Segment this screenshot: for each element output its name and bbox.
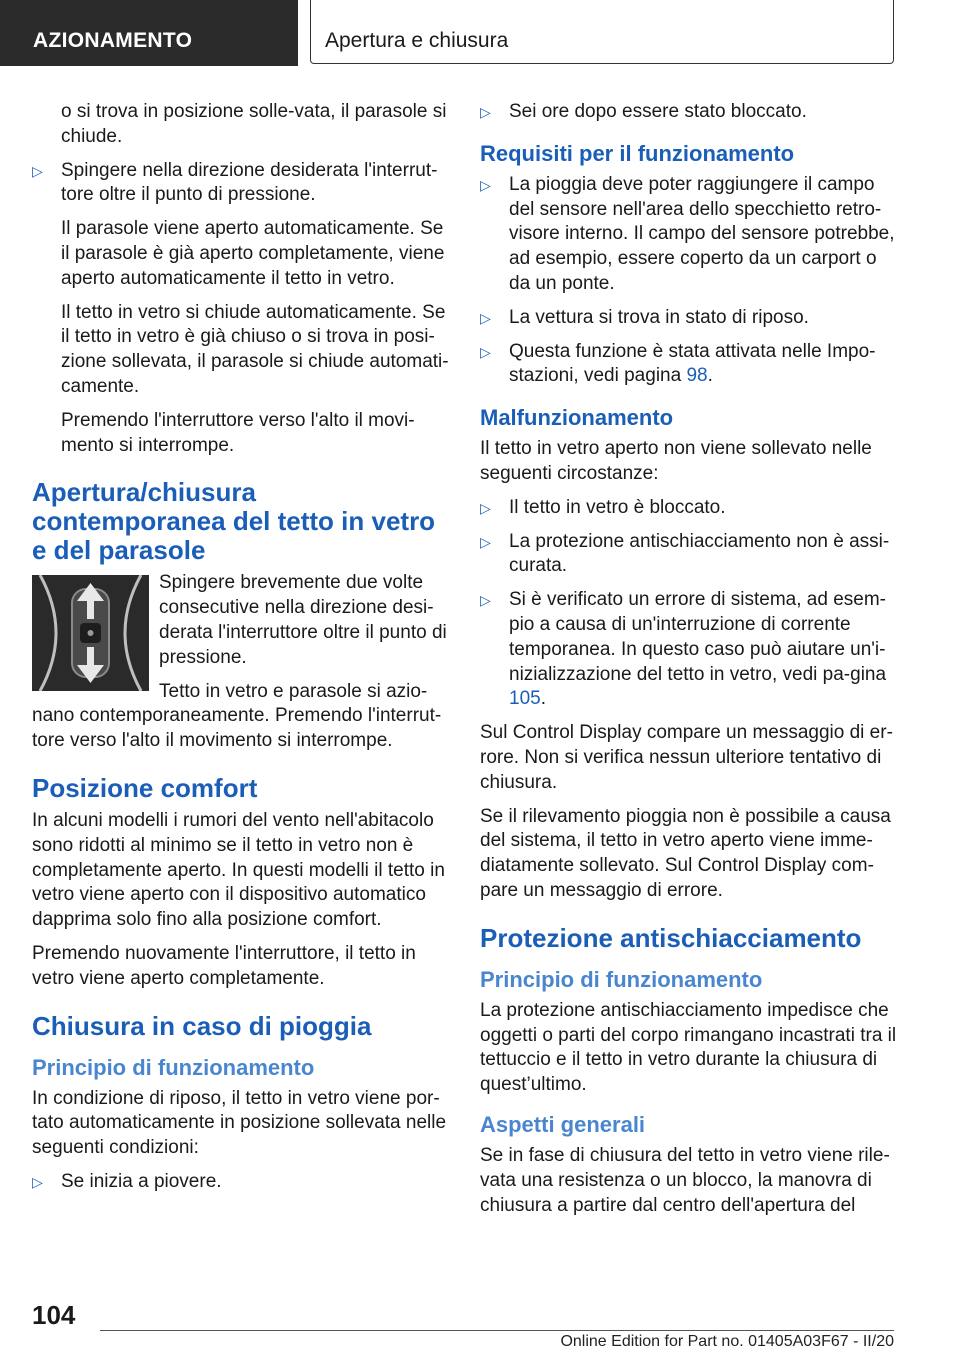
bullet-item: ▷ La vettura si trova in stato di riposo. (480, 306, 897, 331)
bullet-item: ▷ La pioggia deve poter raggiungere il campo del sensore nell'area dello specchietto retro-visore interno. Il campo del sensore potrebbe, ad esempio, essere coperto da un carport o da un ponte. (480, 173, 895, 294)
bullet-item: ▷ Spingere nella direzione desiderata l'interrut-tore oltre il punto di pressione. (32, 159, 438, 206)
paragraph: Tetto in vetro e parasole si azio-nano contemporaneamente. Premendo l'interrut-tore verso l'alto il movimento si interrompe. (32, 680, 442, 752)
bullet-item: ▷ La protezione antischiacciamento non è assi-curata. (480, 530, 890, 577)
paragraph: Il parasole viene aperto automaticamente. Se il parasole è già aperto completamente, viene aperto automaticamente il tetto in vetro. (61, 218, 445, 289)
heading-requirements: Requisiti per il funzionamento (480, 140, 795, 166)
bullet-arrow-icon: ▷ (480, 533, 491, 550)
paragraph: In alcuni modelli i rumori del vento nell'abitacolo sono ridotti al minimo se il tetto in vetro non è completamente aperto. In questi modelli il tetto in vetro viene aperto con il dispositivo automatico dapprima solo fino alla posizione comfort. (32, 809, 445, 931)
bullet-arrow-icon: ▷ (480, 592, 491, 609)
bullet-item: ▷ Il tetto in vetro è bloccato. (480, 496, 897, 521)
right-column (480, 100, 897, 1227)
subheading-principle: Principio di funzionamento (480, 966, 763, 992)
page-link-105[interactable]: 105 (509, 688, 541, 710)
paragraph: Sul Control Display compare un messaggio di er-rore. Non si verifica nessun ulteriore tentativo di chiusura. (480, 722, 893, 793)
paragraph: Spingere brevemente due volte consecutive nella direzione desi-derata l'interruttore oltre il punto di pressione. (159, 572, 447, 668)
left-column (32, 100, 449, 1204)
bullet-arrow-icon: ▷ (480, 104, 491, 120)
bullet-item: ▷ Sei ore dopo essere stato bloccato. (480, 100, 897, 125)
section-title: AZIONAMENTO (33, 29, 193, 52)
page-number: 104 (32, 1300, 76, 1330)
heading-simultaneous: Apertura/chiusura contemporanea del tetto in vetro e del parasole (32, 477, 436, 566)
bullet-arrow-icon: ▷ (32, 1173, 43, 1190)
paragraph: La protezione antischiacciamento impedisce che oggetti o parti del corpo rimangano incastrati tra il tettuccio e il tetto in vetro durante la chiusura di quest’ultimo. (480, 999, 897, 1096)
heading-rain: Chiusura in caso di pioggia (32, 1010, 372, 1041)
bullet-item: ▷ Si è verificato un errore di sistema, ad esem-pio a causa di un'interruzione di corrente temporanea. In questo caso può aiutare un'i-nizializzazione del tetto in vetro, vedi pa-gina 105. (480, 589, 887, 710)
paragraph: Premendo nuovamente l'interruttore, il tetto in vetro viene aperto completamente. (32, 942, 416, 989)
paragraph: Se il rilevamento pioggia non è possibile a causa del sistema, il tetto in vetro aperto viene imme-diatamente sollevato. Sul Control Display com-pare un messaggio di errore. (480, 805, 891, 901)
heading-malfunction: Malfunzionamento (480, 405, 674, 431)
subheading-principle: Principio di funzionamento (32, 1054, 315, 1080)
bullet-arrow-icon: ▷ (480, 499, 491, 516)
bullet-arrow-icon: ▷ (32, 162, 43, 179)
continued-text: o si trova in posizione solle-vata, il parasole si chiude. (61, 101, 447, 147)
switch-image (32, 575, 149, 691)
paragraph: In condizione di riposo, il tetto in vetro viene por-tato automaticamente in posizione sollevata nelle seguenti condizioni: (32, 1087, 447, 1159)
paragraph: Se in fase di chiusura del tetto in vetro viene rile-vata una resistenza o un blocco, la manovra di chiusura a partire dal centro dell'apertura del (480, 1144, 890, 1216)
chapter-header (310, 0, 894, 64)
roof-switch-icon (32, 575, 149, 691)
paragraph: Premendo l'interruttore verso l'alto il movi-mento si interrompe. (61, 409, 415, 456)
subheading-general: Aspetti generali (480, 1111, 646, 1137)
paragraph: Il tetto in vetro aperto non viene sollevato nelle seguenti circostanze: (480, 438, 872, 484)
bullet-item: ▷ Questa funzione è stata attivata nelle Impo-stazioni, vedi pagina 98. (480, 340, 876, 387)
edition-note: Online Edition for Part no. 01405A03F67 - II/20 (560, 1333, 894, 1350)
bullet-item: ▷ Se inizia a piovere. (32, 1170, 449, 1195)
paragraph: Il tetto in vetro si chiude automaticamente. Se il tetto in vetro è già chiuso o si trova in posi-zione sollevata, il parasole si chiude automati-camente. (61, 301, 449, 397)
footer-divider (100, 1330, 894, 1331)
page-link-98[interactable]: 98 (686, 365, 708, 387)
simultaneous-section (32, 571, 449, 754)
heading-comfort: Posizione comfort (32, 772, 258, 803)
chapter-title: Apertura e chiusura (325, 29, 509, 52)
bullet-arrow-icon: ▷ (480, 343, 491, 360)
bullet-arrow-icon: ▷ (480, 309, 491, 326)
bullet-arrow-icon: ▷ (480, 176, 491, 193)
heading-anti-pinch: Protezione antischiacciamento (480, 922, 862, 953)
section-tab (0, 0, 298, 66)
